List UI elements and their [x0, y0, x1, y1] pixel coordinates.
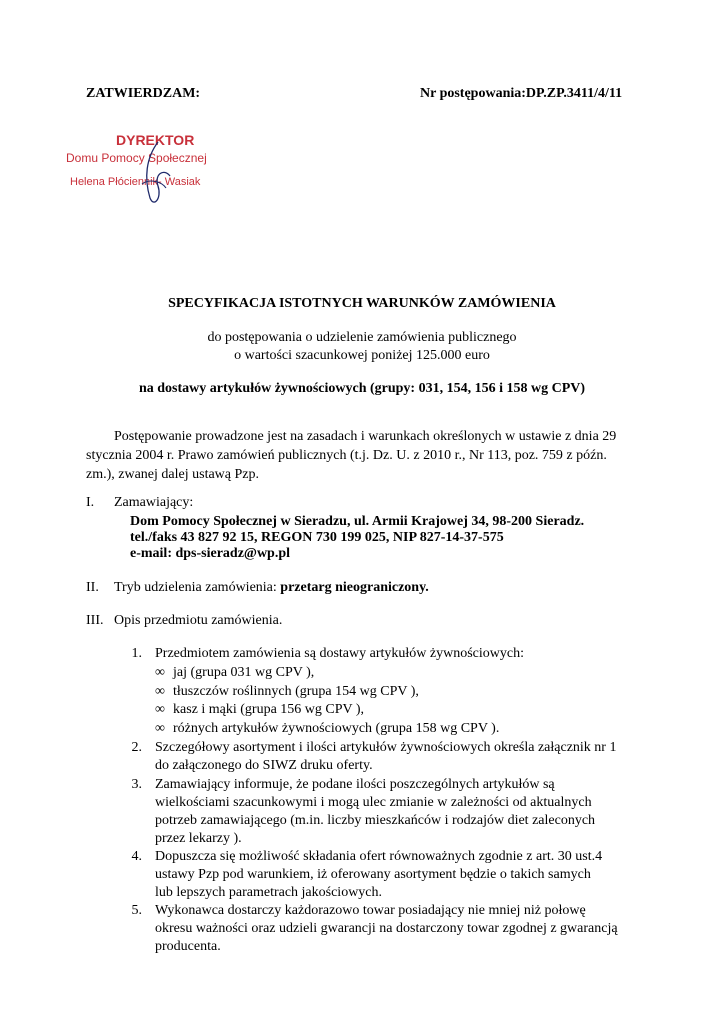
item-1-bullet-3: kasz i mąki (grupa 156 wg CPV ), — [173, 702, 365, 717]
title-sub-2: o wartości szacunkowej poniżej 125.000 euro — [234, 348, 490, 363]
item-1-bullet-4: różnych artykułów żywnościowych (grupa 158 wg CPV ). — [173, 721, 500, 736]
section-1-label: Zamawiający: — [114, 495, 194, 510]
intro-line-2: stycznia 2004 r. Prawo zamówień publicznych (t.j. Dz. U. z 2010 r., Nr 113, poz. 759 z późn. — [86, 448, 607, 463]
item-1-text: Przedmiotem zamówienia są dostawy artykułów żywnościowych: — [155, 646, 524, 661]
item-4-number: 4. — [131, 849, 142, 864]
section-2-number: II. — [86, 580, 99, 595]
section-3-label: Opis przedmiotu zamówienia. — [114, 613, 283, 628]
contracting-authority-address: Dom Pomocy Społecznej w Sieradzu, ul. Armii Krajowej 34, 98-200 Sieradz. — [130, 514, 585, 529]
infinity-bullet-icon: ∞ — [155, 684, 165, 699]
infinity-bullet-icon: ∞ — [155, 721, 165, 736]
item-1-bullet-2: tłuszczów roślinnych (grupa 154 wg CPV ), — [173, 684, 419, 699]
document-title: SPECYFIKACJA ISTOTNYCH WARUNKÓW ZAMÓWIENIA — [168, 296, 556, 311]
item-2-line-2: do załączonego do SIWZ druku oferty. — [155, 758, 373, 773]
item-1-bullet-1: jaj (grupa 031 wg CPV ), — [173, 665, 315, 680]
item-5-line-3: producenta. — [155, 939, 221, 954]
section-3-number: III. — [86, 613, 104, 628]
stamp-name: Helena Płóciennik- Wasiak — [70, 176, 201, 188]
intro-line-1: Postępowanie prowadzone jest na zasadach i warunkach określonych w ustawie z dnia 29 — [114, 429, 617, 444]
item-5-number: 5. — [131, 903, 142, 918]
subject-line: na dostawy artykułów żywnościowych (grupy: 031, 154, 156 i 158 wg CPV) — [138, 381, 586, 396]
section-2-value: przetarg nieograniczony. — [280, 580, 429, 595]
section-1-number: I. — [86, 495, 95, 510]
item-4-line-2: ustawy Pzp pod warunkiem, iż oferowany asortyment będzie o takich samych — [155, 867, 591, 882]
item-3-line-3: potrzeb zamawiającego (m.in. liczby mieszkańców i rodzajów diet zaleconych — [155, 813, 596, 828]
stamp-title: DYREKTOR — [116, 132, 195, 148]
item-2-number: 2. — [131, 740, 142, 755]
director-stamp — [40, 100, 240, 210]
contracting-authority-email: e-mail: dps-sieradz@wp.pl — [130, 546, 291, 561]
item-2-line-1: Szczegółowy asortyment i ilości artykułów żywnościowych określa załącznik nr 1 — [155, 740, 617, 755]
section-2 — [114, 578, 429, 597]
item-5-line-1: Wykonawca dostarczy każdorazowo towar posiadający nie mniej niż połowę — [155, 903, 586, 918]
infinity-bullet-icon: ∞ — [155, 702, 165, 717]
stamp-institution: Domu Pomocy Społecznej — [66, 151, 207, 165]
item-5-line-2: okresu ważności oraz udzieli gwarancji na dostarczony towar zgodnej z gwarancją — [155, 921, 618, 936]
approval-label: ZATWIERDZAM: — [86, 86, 201, 101]
item-3-line-1: Zamawiający informuje, że podane ilości poszczególnych artykułów są — [155, 777, 555, 792]
case-number: Nr postępowania:DP.ZP.3411/4/11 — [420, 86, 623, 101]
item-3-number: 3. — [131, 777, 142, 792]
item-3-line-4: przez lekarzy ). — [155, 831, 242, 846]
item-3-line-2: wielkościami szacunkowymi i mogą ulec zmianie w zależności od aktualnych — [155, 795, 592, 810]
infinity-bullet-icon: ∞ — [155, 665, 165, 680]
item-4-line-3: lub lepszych parametrach jakościowych. — [155, 885, 383, 900]
title-sub-1: do postępowania o udzielenie zamówienia publicznego — [207, 330, 517, 345]
section-2-label: Tryb udzielenia zamówienia: — [114, 580, 281, 595]
contracting-authority-phone: tel./faks 43 827 92 15, REGON 730 199 025, NIP 827-14-37-575 — [130, 530, 504, 545]
intro-line-3: zm.), zwanej dalej ustawą Pzp. — [86, 467, 259, 482]
item-1-number: 1. — [131, 646, 142, 661]
signature-scribble — [136, 138, 176, 210]
item-4-line-1: Dopuszcza się możliwość składania ofert równoważnych zgodnie z art. 30 ust.4 — [155, 849, 603, 864]
